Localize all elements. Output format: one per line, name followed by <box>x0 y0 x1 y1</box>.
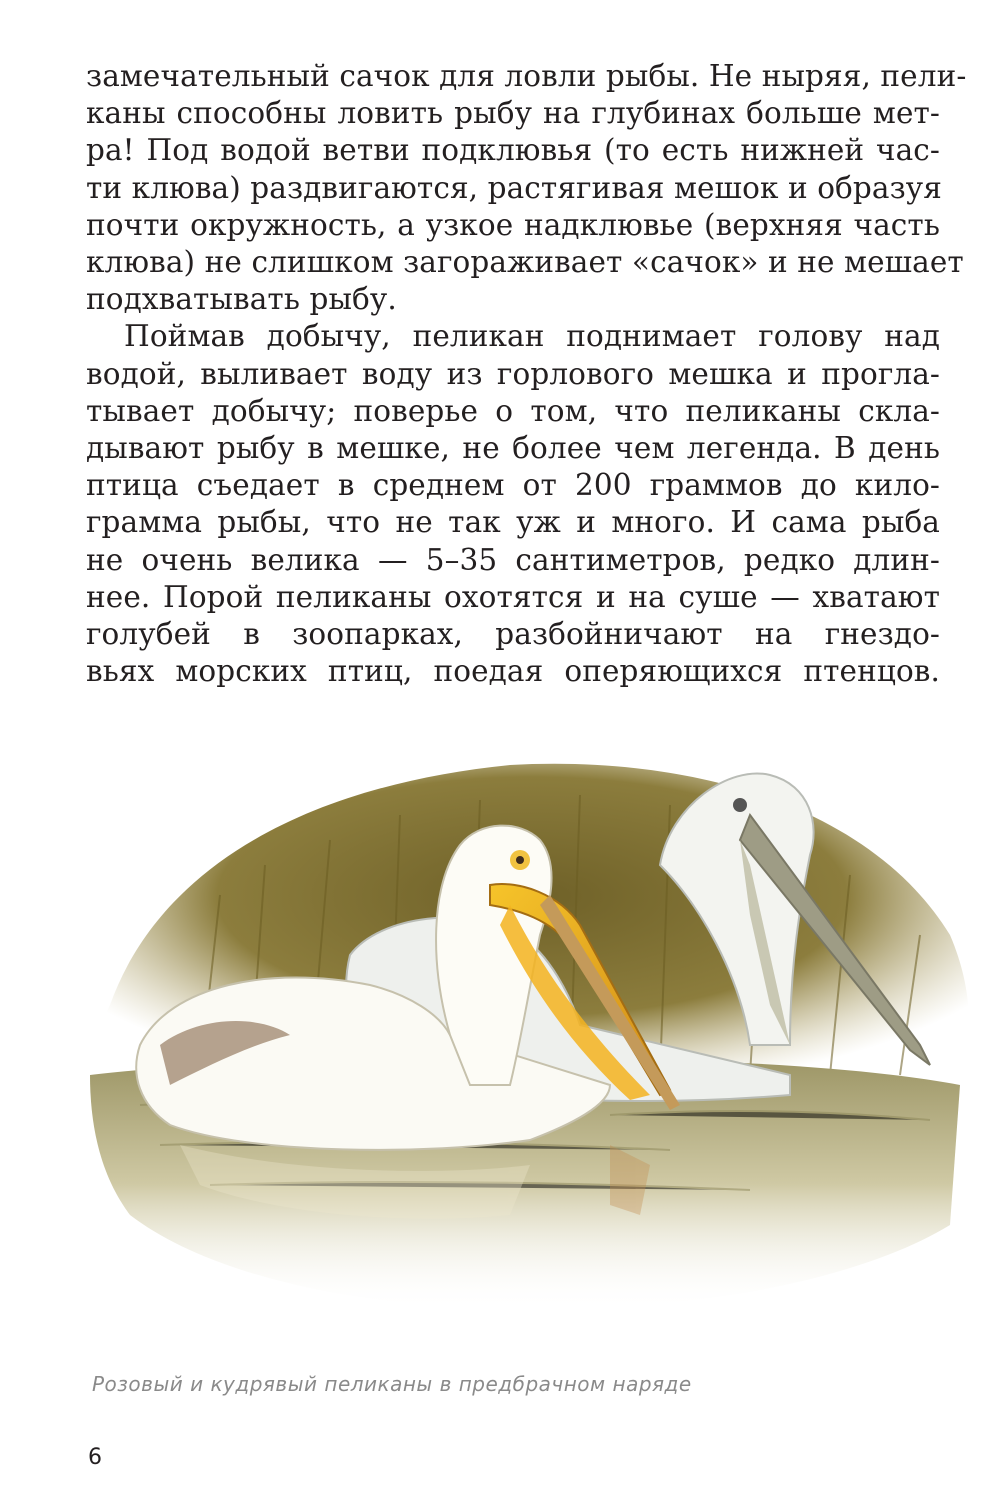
text-line: замечательный сачок для ловли рыбы. Не ныряя, пели- <box>86 59 967 93</box>
body-text <box>86 58 967 690</box>
paragraph-1 <box>86 58 967 318</box>
text-line: голубей в зоопарках, разбойничают на гнездо- <box>86 617 940 652</box>
text-line: не очень велика — 5–35 сантиметров, редко длин- <box>86 542 940 577</box>
pelicans-illustration <box>50 745 990 1350</box>
text-line: нее. Порой пеликаны охотятся и на суше — хватают <box>86 579 940 614</box>
text-line: тывает добычу; поверье о том, что пеликаны скла- <box>86 393 940 428</box>
text-line: каны способны ловить рыбу на глубинах больше мет- <box>86 96 940 131</box>
text-line: грамма рыбы, что не так уж и много. И сама рыба <box>86 505 940 540</box>
text-line: дывают рыбу в мешке, не более чем легенда. В день <box>86 431 940 466</box>
text-line: ра! Под водой ветви подклювья (то есть нижней час- <box>86 133 940 168</box>
text-line: Поймав добычу, пеликан поднимает голову над <box>124 319 940 354</box>
text-line: почти окружность, а узкое надклювье (верхняя часть <box>86 207 940 242</box>
paragraph-2 <box>86 318 940 690</box>
text-line: водой, выливает воду из горлового мешка и прогла- <box>86 356 940 391</box>
illustration-caption: Розовый и кудрявый пеликаны в предбрачном наряде <box>92 1372 692 1396</box>
page-number: 6 <box>88 1445 102 1470</box>
text-line: клюва) не слишком загораживает «сачок» и не мешает <box>86 245 964 280</box>
text-line: птица съедает в среднем от 200 граммов до кило- <box>86 468 940 503</box>
eye-icon <box>516 856 524 864</box>
text-line: подхватывать рыбу. <box>86 282 397 317</box>
text-line: вьях морских птиц, поедая оперяющихся птенцов. <box>86 654 940 689</box>
eye-icon <box>733 798 747 812</box>
text-line: ти клюва) раздвигаются, растягивая мешок и образуя <box>86 170 942 205</box>
